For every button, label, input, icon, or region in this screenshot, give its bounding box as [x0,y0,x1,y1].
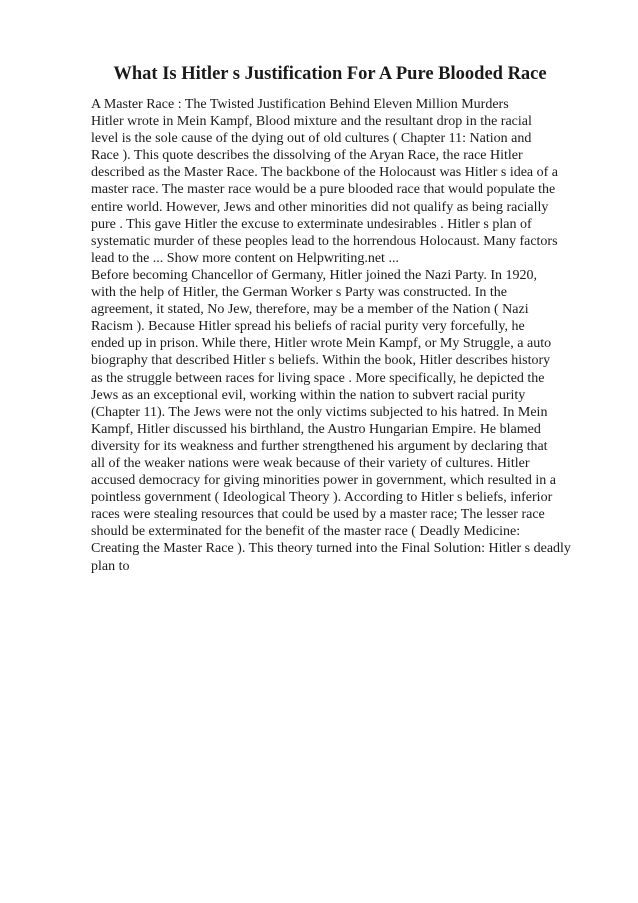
body-line: pointless government ( Ideological Theory ). According to Hitler s beliefs, inferior [91,490,553,506]
document-title: What Is Hitler s Justification For A Pure Blooded Race [113,64,547,84]
body-line: biography that described Hitler s beliefs. Within the book, Hitler describes history [91,353,551,369]
body-line: Creating the Master Race ). This theory turned into the Final Solution: Hitler s deadly [91,541,571,557]
body-line: Race ). This quote describes the dissolving of the Aryan Race, the race Hitler [91,148,523,164]
body-line: Jews as an exceptional evil, working within the nation to subvert racial purity [91,387,526,403]
body-line: entire world. However, Jews and other minorities did not qualify as being racially [91,199,549,215]
body-line: systematic murder of these peoples lead to the horrendous Holocaust. Many factors [91,233,558,249]
body-line: (Chapter 11). The Jews were not the only victims subjected to his hatred. In Mein [91,404,548,420]
body-line: races were stealing resources that could be used by a master race; The lesser race [91,507,545,523]
body-line: ended up in prison. While there, Hitler wrote Mein Kampf, or My Struggle, a auto [91,336,552,352]
body-line: master race. The master race would be a pure blooded race that would populate the [91,182,556,198]
body-line: described as the Master Race. The backbone of the Holocaust was Hitler s idea of a [91,165,559,181]
body-line: lead to the ... Show more content on Helpwriting.net ... [91,250,399,266]
body-line: all of the weaker nations were weak because of their variety of cultures. Hitler [91,455,530,471]
body-line: agreement, it stated, No Jew, therefore, may be a member of the Nation ( Nazi [91,302,529,318]
body-line: should be exterminated for the benefit of the master race ( Deadly Medicine: [91,524,521,540]
body-line: with the help of Hitler, the German Worker s Party was constructed. In the [91,285,507,301]
body-line: Before becoming Chancellor of Germany, Hitler joined the Nazi Party. In 1920, [91,267,538,283]
body-line: pure . This gave Hitler the excuse to exterminate undesirables . Hitler s plan of [91,216,532,232]
body-line: Hitler wrote in Mein Kampf, Blood mixture and the resultant drop in the racial [91,114,532,130]
document-body [91,96,591,575]
body-line: diversity for its weakness and further strengthened his argument by declaring that [91,438,548,454]
body-line: plan to [91,558,130,574]
body-line: level is the sole cause of the dying out of old cultures ( Chapter 11: Nation and [91,131,532,147]
body-line: as the struggle between races for living space . More specifically, he depicted the [91,370,545,386]
body-line: Racism ). Because Hitler spread his beliefs of racial purity very forcefully, he [91,319,525,335]
body-line: Kampf, Hitler discussed his birthland, the Austro Hungarian Empire. He blamed [91,421,541,437]
body-line: accused democracy for giving minorities power in government, which resulted in a [91,473,556,489]
body-line: A Master Race : The Twisted Justification Behind Eleven Million Murders [91,97,509,112]
